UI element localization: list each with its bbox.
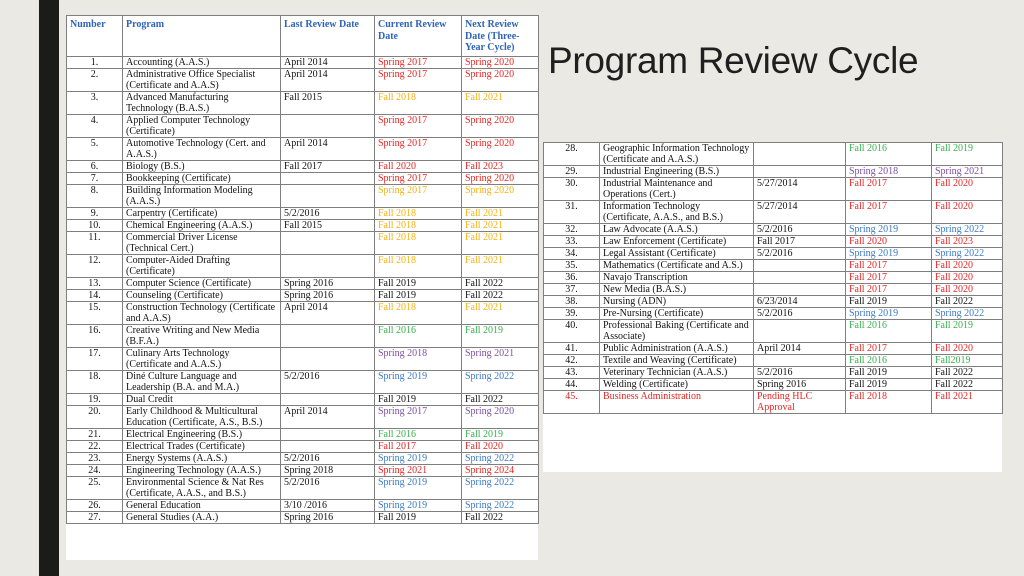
row-number: 20. bbox=[67, 405, 123, 428]
row-number: 34. bbox=[544, 248, 600, 260]
row-number: 41. bbox=[544, 343, 600, 355]
row-last-review: April 2014 bbox=[281, 405, 375, 428]
left-accent-bar bbox=[39, 0, 59, 576]
row-next-review: Spring 2020 bbox=[462, 56, 539, 68]
row-next-review: Spring 2021 bbox=[932, 166, 1003, 178]
row-last-review: 3/10 /2016 bbox=[281, 499, 375, 511]
row-program: Professional Baking (Certificate and Associate) bbox=[600, 320, 754, 343]
row-number: 22. bbox=[67, 440, 123, 452]
row-next-review: Fall 2021 bbox=[462, 91, 539, 114]
page-title: Program Review Cycle bbox=[548, 40, 919, 81]
row-program: General Education bbox=[123, 499, 281, 511]
row-last-review bbox=[281, 324, 375, 347]
row-number: 44. bbox=[544, 379, 600, 391]
row-program: Administrative Office Specialist (Certificate and A.A.S) bbox=[123, 68, 281, 91]
row-program: Engineering Technology (A.A.S.) bbox=[123, 464, 281, 476]
row-current-review: Spring 2019 bbox=[846, 248, 932, 260]
row-program: Chemical Engineering (A.A.S.) bbox=[123, 219, 281, 231]
row-number: 37. bbox=[544, 284, 600, 296]
row-number: 25. bbox=[67, 476, 123, 499]
row-program: Environmental Science & Nat Res (Certificate, A.A.S., and B.S.) bbox=[123, 476, 281, 499]
row-program: Counseling (Certificate) bbox=[123, 289, 281, 301]
row-current-review: Fall 2017 bbox=[846, 201, 932, 224]
row-program: Electrical Engineering (B.S.) bbox=[123, 428, 281, 440]
row-program: Biology (B.S.) bbox=[123, 160, 281, 172]
row-next-review: Fall 2023 bbox=[462, 160, 539, 172]
table-row bbox=[67, 428, 539, 440]
row-current-review: Fall 2017 bbox=[846, 260, 932, 272]
row-last-review: 5/2/2016 bbox=[754, 367, 846, 379]
row-program: Diné Culture Language and Leadership (B.A. and M.A.) bbox=[123, 370, 281, 393]
row-last-review: 5/2/2016 bbox=[754, 224, 846, 236]
row-current-review: Fall 2019 bbox=[375, 511, 462, 523]
row-next-review: Spring 2022 bbox=[932, 224, 1003, 236]
row-number: 33. bbox=[544, 236, 600, 248]
row-next-review: Spring 2020 bbox=[462, 405, 539, 428]
row-number: 39. bbox=[544, 308, 600, 320]
row-last-review: Fall 2017 bbox=[754, 236, 846, 248]
row-next-review: Fall 2020 bbox=[932, 272, 1003, 284]
row-last-review bbox=[754, 143, 846, 166]
row-next-review: Fall2019 bbox=[932, 355, 1003, 367]
row-program: Nursing (ADN) bbox=[600, 296, 754, 308]
row-program: Computer-Aided Drafting (Certificate) bbox=[123, 254, 281, 277]
row-next-review: Fall 2019 bbox=[932, 143, 1003, 166]
table-row bbox=[67, 440, 539, 452]
header-current-review: Current Review Date bbox=[375, 16, 462, 57]
row-next-review: Fall 2022 bbox=[932, 367, 1003, 379]
row-next-review: Fall 2022 bbox=[932, 296, 1003, 308]
row-next-review: Spring 2022 bbox=[932, 308, 1003, 320]
row-last-review: 6/23/2014 bbox=[754, 296, 846, 308]
row-number: 26. bbox=[67, 499, 123, 511]
table-row bbox=[67, 324, 539, 347]
row-program: Construction Technology (Certificate and A.A.S) bbox=[123, 301, 281, 324]
row-program: Creative Writing and New Media (B.F.A.) bbox=[123, 324, 281, 347]
row-program: Automotive Technology (Cert. and A.A.S.) bbox=[123, 137, 281, 160]
row-current-review: Fall 2017 bbox=[846, 343, 932, 355]
table-row bbox=[67, 452, 539, 464]
row-next-review: Spring 2022 bbox=[462, 370, 539, 393]
row-number: 13. bbox=[67, 277, 123, 289]
row-last-review: Spring 2018 bbox=[281, 464, 375, 476]
table-row bbox=[67, 464, 539, 476]
row-last-review: April 2014 bbox=[281, 137, 375, 160]
header-next-review: Next Review Date (Three-Year Cycle) bbox=[462, 16, 539, 57]
row-program: New Media (B.A.S.) bbox=[600, 284, 754, 296]
row-next-review: Fall 2022 bbox=[932, 379, 1003, 391]
table-row bbox=[544, 284, 1003, 296]
row-program: Legal Assistant (Certificate) bbox=[600, 248, 754, 260]
table-header-row bbox=[67, 16, 539, 57]
review-table-left bbox=[66, 15, 539, 524]
row-number: 9. bbox=[67, 207, 123, 219]
row-next-review: Fall 2020 bbox=[932, 178, 1003, 201]
table-row bbox=[67, 160, 539, 172]
row-program: Early Childhood & Multicultural Education (Certificate, A.S., B.S.) bbox=[123, 405, 281, 428]
row-next-review: Spring 2020 bbox=[462, 68, 539, 91]
row-next-review: Fall 2020 bbox=[932, 284, 1003, 296]
row-program: Business Administration bbox=[600, 391, 754, 414]
table-row bbox=[67, 347, 539, 370]
row-current-review: Fall 2019 bbox=[375, 289, 462, 301]
row-next-review: Fall 2021 bbox=[462, 254, 539, 277]
row-number: 35. bbox=[544, 260, 600, 272]
row-next-review: Fall 2020 bbox=[932, 260, 1003, 272]
row-current-review: Fall 2019 bbox=[375, 277, 462, 289]
row-current-review: Fall 2018 bbox=[846, 391, 932, 414]
row-current-review: Spring 2021 bbox=[375, 464, 462, 476]
table-row bbox=[67, 393, 539, 405]
row-program: Information Technology (Certificate, A.A.S., and B.S.) bbox=[600, 201, 754, 224]
row-last-review: Pending HLC Approval bbox=[754, 391, 846, 414]
row-last-review: April 2014 bbox=[754, 343, 846, 355]
row-last-review: 5/2/2016 bbox=[754, 248, 846, 260]
row-number: 12. bbox=[67, 254, 123, 277]
row-next-review: Fall 2020 bbox=[932, 343, 1003, 355]
row-last-review bbox=[281, 254, 375, 277]
row-next-review: Fall 2021 bbox=[462, 301, 539, 324]
row-last-review: Fall 2017 bbox=[281, 160, 375, 172]
table-row bbox=[67, 476, 539, 499]
table-row bbox=[67, 511, 539, 523]
table-row bbox=[544, 224, 1003, 236]
row-next-review: Spring 2024 bbox=[462, 464, 539, 476]
row-program: Law Enforcement (Certificate) bbox=[600, 236, 754, 248]
table-row bbox=[544, 355, 1003, 367]
table-row bbox=[67, 219, 539, 231]
row-next-review: Fall 2019 bbox=[462, 428, 539, 440]
row-program: General Studies (A.A.) bbox=[123, 511, 281, 523]
row-last-review bbox=[281, 440, 375, 452]
table-row bbox=[544, 178, 1003, 201]
row-number: 36. bbox=[544, 272, 600, 284]
row-current-review: Fall 2019 bbox=[846, 367, 932, 379]
table-row bbox=[67, 68, 539, 91]
row-number: 28. bbox=[544, 143, 600, 166]
row-number: 19. bbox=[67, 393, 123, 405]
table-row bbox=[67, 231, 539, 254]
row-current-review: Fall 2018 bbox=[375, 219, 462, 231]
row-last-review bbox=[754, 166, 846, 178]
review-table-right-panel bbox=[543, 142, 1002, 472]
header-number: Number bbox=[67, 16, 123, 57]
row-number: 7. bbox=[67, 172, 123, 184]
row-last-review bbox=[281, 347, 375, 370]
row-number: 24. bbox=[67, 464, 123, 476]
row-last-review bbox=[754, 260, 846, 272]
row-program: Law Advocate (A.A.S.) bbox=[600, 224, 754, 236]
table-row bbox=[67, 277, 539, 289]
row-last-review: 5/2/2016 bbox=[281, 476, 375, 499]
row-current-review: Fall 2018 bbox=[375, 301, 462, 324]
row-number: 2. bbox=[67, 68, 123, 91]
row-next-review: Spring 2020 bbox=[462, 137, 539, 160]
row-last-review bbox=[281, 172, 375, 184]
row-number: 43. bbox=[544, 367, 600, 379]
table-row bbox=[544, 379, 1003, 391]
row-next-review: Spring 2022 bbox=[462, 452, 539, 464]
row-current-review: Fall 2016 bbox=[846, 320, 932, 343]
row-current-review: Fall 2018 bbox=[375, 91, 462, 114]
table-row bbox=[67, 405, 539, 428]
row-current-review: Fall 2016 bbox=[846, 143, 932, 166]
row-program: Welding (Certificate) bbox=[600, 379, 754, 391]
row-current-review: Fall 2016 bbox=[375, 324, 462, 347]
row-number: 11. bbox=[67, 231, 123, 254]
row-program: Building Information Modeling (A.A.S.) bbox=[123, 184, 281, 207]
row-next-review: Fall 2021 bbox=[932, 391, 1003, 414]
row-current-review: Fall 2020 bbox=[846, 236, 932, 248]
row-current-review: Fall 2018 bbox=[375, 231, 462, 254]
row-number: 14. bbox=[67, 289, 123, 301]
row-last-review: Spring 2016 bbox=[281, 289, 375, 301]
row-last-review bbox=[754, 320, 846, 343]
row-next-review: Spring 2022 bbox=[462, 499, 539, 511]
row-number: 8. bbox=[67, 184, 123, 207]
row-current-review: Fall 2018 bbox=[375, 207, 462, 219]
table-row bbox=[544, 343, 1003, 355]
row-last-review bbox=[281, 231, 375, 254]
row-program: Commercial Driver License (Technical Cert.) bbox=[123, 231, 281, 254]
row-next-review: Spring 2022 bbox=[462, 476, 539, 499]
row-number: 21. bbox=[67, 428, 123, 440]
row-number: 17. bbox=[67, 347, 123, 370]
header-last-review: Last Review Date bbox=[281, 16, 375, 57]
row-program: Bookkeeping (Certificate) bbox=[123, 172, 281, 184]
row-program: Applied Computer Technology (Certificate) bbox=[123, 114, 281, 137]
row-last-review bbox=[281, 428, 375, 440]
row-next-review: Fall 2020 bbox=[932, 201, 1003, 224]
row-current-review: Spring 2019 bbox=[375, 499, 462, 511]
table-row bbox=[67, 289, 539, 301]
table-row bbox=[544, 143, 1003, 166]
row-current-review: Spring 2017 bbox=[375, 405, 462, 428]
table-row bbox=[544, 272, 1003, 284]
table-row bbox=[67, 184, 539, 207]
row-program: Pre-Nursing (Certificate) bbox=[600, 308, 754, 320]
row-program: Culinary Arts Technology (Certificate and A.A.S.) bbox=[123, 347, 281, 370]
row-program: Veterinary Technician (A.A.S.) bbox=[600, 367, 754, 379]
table-row bbox=[544, 296, 1003, 308]
row-current-review: Fall 2020 bbox=[375, 160, 462, 172]
row-next-review: Spring 2020 bbox=[462, 184, 539, 207]
row-number: 4. bbox=[67, 114, 123, 137]
row-last-review: Fall 2015 bbox=[281, 91, 375, 114]
row-current-review: Fall 2017 bbox=[846, 272, 932, 284]
table-row bbox=[67, 301, 539, 324]
row-next-review: Spring 2021 bbox=[462, 347, 539, 370]
table-row bbox=[67, 499, 539, 511]
row-next-review: Fall 2021 bbox=[462, 231, 539, 254]
row-current-review: Fall 2016 bbox=[375, 428, 462, 440]
row-program: Industrial Maintenance and Operations (Cert.) bbox=[600, 178, 754, 201]
row-program: Computer Science (Certificate) bbox=[123, 277, 281, 289]
row-current-review: Fall 2017 bbox=[846, 178, 932, 201]
row-current-review: Fall 2017 bbox=[375, 440, 462, 452]
row-next-review: Fall 2022 bbox=[462, 277, 539, 289]
row-number: 1. bbox=[67, 56, 123, 68]
table-row bbox=[544, 166, 1003, 178]
row-number: 18. bbox=[67, 370, 123, 393]
row-number: 32. bbox=[544, 224, 600, 236]
row-program: Accounting (A.A.S.) bbox=[123, 56, 281, 68]
table-row bbox=[544, 308, 1003, 320]
row-next-review: Fall 2019 bbox=[932, 320, 1003, 343]
row-last-review: April 2014 bbox=[281, 56, 375, 68]
row-next-review: Spring 2020 bbox=[462, 114, 539, 137]
row-next-review: Fall 2023 bbox=[932, 236, 1003, 248]
row-current-review: Fall 2017 bbox=[846, 284, 932, 296]
row-last-review bbox=[754, 284, 846, 296]
review-table-right bbox=[543, 142, 1003, 414]
row-current-review: Spring 2019 bbox=[846, 308, 932, 320]
table-row bbox=[544, 260, 1003, 272]
row-program: Geographic Information Technology (Certificate and A.A.S.) bbox=[600, 143, 754, 166]
row-last-review bbox=[281, 114, 375, 137]
row-number: 38. bbox=[544, 296, 600, 308]
row-number: 29. bbox=[544, 166, 600, 178]
row-program: Dual Credit bbox=[123, 393, 281, 405]
row-current-review: Fall 2019 bbox=[846, 296, 932, 308]
row-program: Mathematics (Certificate and A.S.) bbox=[600, 260, 754, 272]
row-current-review: Spring 2017 bbox=[375, 172, 462, 184]
table-row bbox=[67, 172, 539, 184]
row-current-review: Spring 2018 bbox=[375, 347, 462, 370]
row-last-review: Spring 2016 bbox=[281, 277, 375, 289]
row-next-review: Fall 2021 bbox=[462, 207, 539, 219]
row-current-review: Fall 2016 bbox=[846, 355, 932, 367]
row-number: 16. bbox=[67, 324, 123, 347]
row-number: 3. bbox=[67, 91, 123, 114]
header-program: Program bbox=[123, 16, 281, 57]
row-current-review: Spring 2019 bbox=[375, 370, 462, 393]
row-next-review: Fall 2022 bbox=[462, 289, 539, 301]
row-program: Textile and Weaving (Certificate) bbox=[600, 355, 754, 367]
row-current-review: Spring 2019 bbox=[375, 452, 462, 464]
row-next-review: Spring 2020 bbox=[462, 172, 539, 184]
row-number: 6. bbox=[67, 160, 123, 172]
row-current-review: Spring 2019 bbox=[375, 476, 462, 499]
row-last-review: Spring 2016 bbox=[281, 511, 375, 523]
row-next-review: Fall 2019 bbox=[462, 324, 539, 347]
row-last-review: Fall 2015 bbox=[281, 219, 375, 231]
table-row bbox=[544, 248, 1003, 260]
table-row bbox=[67, 114, 539, 137]
row-program: Carpentry (Certificate) bbox=[123, 207, 281, 219]
table-row bbox=[67, 207, 539, 219]
table-row bbox=[544, 320, 1003, 343]
row-last-review bbox=[754, 272, 846, 284]
row-next-review: Fall 2021 bbox=[462, 219, 539, 231]
row-number: 45. bbox=[544, 391, 600, 414]
row-current-review: Spring 2017 bbox=[375, 114, 462, 137]
row-current-review: Spring 2017 bbox=[375, 68, 462, 91]
row-last-review: 5/2/2016 bbox=[281, 452, 375, 464]
table-row bbox=[544, 201, 1003, 224]
row-last-review: April 2014 bbox=[281, 68, 375, 91]
table-row bbox=[67, 91, 539, 114]
row-number: 5. bbox=[67, 137, 123, 160]
table-row bbox=[544, 236, 1003, 248]
row-number: 15. bbox=[67, 301, 123, 324]
review-table-left-panel bbox=[66, 15, 538, 560]
row-current-review: Fall 2018 bbox=[375, 254, 462, 277]
row-last-review: 5/27/2014 bbox=[754, 201, 846, 224]
row-last-review: 5/27/2014 bbox=[754, 178, 846, 201]
row-program: Electrical Trades (Certificate) bbox=[123, 440, 281, 452]
row-last-review bbox=[281, 184, 375, 207]
row-current-review: Spring 2017 bbox=[375, 184, 462, 207]
row-last-review: Spring 2016 bbox=[754, 379, 846, 391]
row-number: 31. bbox=[544, 201, 600, 224]
row-current-review: Spring 2017 bbox=[375, 56, 462, 68]
table-row bbox=[544, 391, 1003, 414]
table-row bbox=[67, 137, 539, 160]
row-number: 10. bbox=[67, 219, 123, 231]
row-last-review bbox=[754, 355, 846, 367]
row-last-review: 5/2/2016 bbox=[281, 207, 375, 219]
row-last-review bbox=[281, 393, 375, 405]
row-next-review: Fall 2022 bbox=[462, 393, 539, 405]
row-last-review: 5/2/2016 bbox=[281, 370, 375, 393]
table-row bbox=[544, 367, 1003, 379]
row-number: 42. bbox=[544, 355, 600, 367]
row-current-review: Spring 2017 bbox=[375, 137, 462, 160]
row-number: 30. bbox=[544, 178, 600, 201]
row-last-review: 5/2/2016 bbox=[754, 308, 846, 320]
row-number: 27. bbox=[67, 511, 123, 523]
row-current-review: Fall 2019 bbox=[375, 393, 462, 405]
row-next-review: Fall 2022 bbox=[462, 511, 539, 523]
row-program: Public Administration (A.A.S.) bbox=[600, 343, 754, 355]
row-program: Energy Systems (A.A.S.) bbox=[123, 452, 281, 464]
table-row bbox=[67, 254, 539, 277]
row-current-review: Fall 2019 bbox=[846, 379, 932, 391]
row-next-review: Fall 2020 bbox=[462, 440, 539, 452]
row-last-review: April 2014 bbox=[281, 301, 375, 324]
table-row bbox=[67, 56, 539, 68]
row-program: Advanced Manufacturing Technology (B.A.S.) bbox=[123, 91, 281, 114]
table-row bbox=[67, 370, 539, 393]
row-current-review: Spring 2019 bbox=[846, 224, 932, 236]
row-program: Navajo Transcription bbox=[600, 272, 754, 284]
row-next-review: Spring 2022 bbox=[932, 248, 1003, 260]
row-current-review: Spring 2018 bbox=[846, 166, 932, 178]
row-number: 40. bbox=[544, 320, 600, 343]
row-number: 23. bbox=[67, 452, 123, 464]
row-program: Industrial Engineering (B.S.) bbox=[600, 166, 754, 178]
